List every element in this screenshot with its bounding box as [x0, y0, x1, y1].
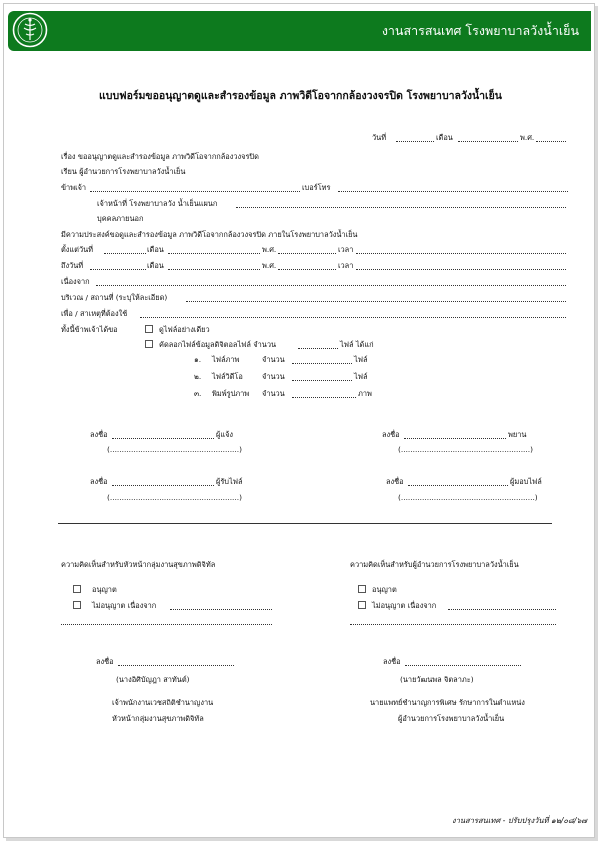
to-month-label: เดือน [147, 261, 164, 270]
view-only-option: ดูไฟล์อย่างเดียว [159, 325, 210, 334]
file-item-qty-field[interactable] [292, 397, 356, 398]
requester-sign-field[interactable] [112, 438, 214, 439]
requester-name-paren: (.......................................................) [107, 445, 242, 454]
left-deny-reason-field[interactable] [170, 609, 272, 610]
left-approve-option: อนุญาต [92, 585, 117, 594]
left-deny-option: ไม่อนุญาต เนื่องจาก [92, 601, 157, 610]
staff-option[interactable]: เจ้าหน้าที่ โรงพยาบาลวัง น้ำเย็นแผนก [97, 199, 218, 208]
file-item-label: พิมพ์รูปภาพ [212, 389, 250, 398]
right-approve-checkbox[interactable] [358, 585, 366, 593]
witness-role: พยาน [508, 430, 527, 439]
right-signer-title-2: ผู้อำนวยการโรงพยาบาลวังน้ำเย็น [398, 714, 505, 723]
purpose-text: มีความประสงค์ขอดูและสำรองข้อมูล ภาพวิดีโอจากกล้องวงจรปิด ภายในโรงพยาบาลวังน้ำเย็น [61, 230, 358, 239]
receiver-sign-label: ลงชื่อ [90, 477, 108, 486]
form-title: แบบฟอร์มขออนุญาตดูและสำรองข้อมูล ภาพวิดีโอจากกล้องวงจรปิด โรงพยาบาลวังน้ำเย็น [99, 90, 502, 102]
view-only-checkbox[interactable] [145, 325, 153, 333]
date-year-label: พ.ศ. [520, 133, 535, 142]
from-month-label: เดือน [147, 245, 164, 254]
from-month-field[interactable] [168, 253, 260, 254]
right-deny-reason-line2[interactable] [350, 624, 556, 625]
deliverer-sign-field[interactable] [408, 485, 508, 486]
left-approve-checkbox[interactable] [73, 585, 81, 593]
to-date-label: ถึงวันที่ [61, 261, 84, 270]
to-time-label: เวลา [338, 261, 354, 270]
copy-count-field[interactable] [298, 348, 338, 349]
footer-revision: งานสารสนเทศ - ปรับปรุงวันที่ ๑๒/๐๘/๖๗ [451, 816, 587, 825]
department-field[interactable] [236, 207, 566, 208]
section-divider [58, 523, 552, 524]
ministry-logo-icon [12, 12, 48, 48]
date-day-field[interactable] [396, 141, 434, 142]
receiver-name-paren: (.......................................................) [107, 493, 242, 502]
right-deny-option: ไม่อนุญาต เนื่องจาก [372, 601, 437, 610]
file-item-label: ไฟล์ภาพ [212, 355, 240, 364]
right-sign-label: ลงชื่อ [383, 657, 401, 666]
phone-field[interactable] [338, 191, 568, 192]
receiver-sign-field[interactable] [112, 485, 214, 486]
to-year-label: พ.ศ. [262, 261, 277, 270]
page-shadow-right [595, 6, 598, 840]
to-time-field[interactable] [356, 269, 566, 270]
document-page [3, 3, 595, 838]
reason-label: เนื่องจาก [61, 277, 90, 286]
receiver-role: ผู้รับไฟล์ [216, 477, 243, 486]
from-time-label: เวลา [338, 245, 354, 254]
to-year-field[interactable] [278, 269, 336, 270]
right-deny-reason-field[interactable] [448, 609, 556, 610]
left-signer-name: (นางอิศิบัญฎา สาทันต์) [116, 675, 190, 684]
file-item-unit: ไฟล์ [354, 372, 368, 381]
right-signer-name: (นายวัฒนพล จิตลาภะ) [400, 675, 474, 684]
file-item-num: ๓. [194, 389, 202, 398]
file-item-unit: ภาพ [358, 389, 372, 398]
requester-name-field[interactable] [90, 191, 300, 192]
request-label: ทั้งนี้ข้าพเจ้าได้ขอ [61, 325, 118, 334]
right-signer-title-1: นายแพทย์ชำนาญการพิเศษ รักษาการในตำแหน่ง [370, 698, 525, 707]
witness-sign-label: ลงชื่อ [382, 430, 400, 439]
to-day-field[interactable] [90, 269, 146, 270]
files-unit-label: ไฟล์ ได้แก่ [340, 340, 374, 349]
date-month-label: เดือน [436, 133, 453, 142]
deliverer-name-paren: (.........................................................) [398, 493, 538, 502]
to-month-field[interactable] [168, 269, 260, 270]
left-deny-checkbox[interactable] [73, 601, 81, 609]
deliverer-role: ผู้มอบไฟล์ [510, 477, 542, 486]
incident-field[interactable] [140, 317, 566, 318]
from-year-field[interactable] [278, 253, 336, 254]
right-sign-field[interactable] [405, 665, 521, 666]
subject-line: เรื่อง ขออนุญาตดูและสำรองข้อมูล ภาพวิดีโอจากกล้องวงจรปิด [61, 152, 259, 161]
location-field[interactable] [186, 301, 566, 302]
from-time-field[interactable] [356, 253, 566, 254]
file-item-qty-label: จำนวน [262, 355, 285, 364]
date-year-field[interactable] [536, 141, 566, 142]
date-day-label: วันที่ [372, 133, 387, 142]
page-shadow-bottom [6, 838, 598, 841]
date-month-field[interactable] [458, 141, 518, 142]
requester-role: ผู้แจ้ง [216, 430, 234, 439]
left-signer-title-2: หัวหน้ากลุ่มงานสุขภาพดิจิทัล [112, 714, 204, 723]
from-date-label: ตั้งแต่วันที่ [61, 245, 94, 254]
incident-label: เพื่อ / สาเหตุที่ต้องใช้ [61, 309, 128, 318]
file-item-qty-field[interactable] [292, 363, 352, 364]
witness-name-paren: (.......................................................) [398, 445, 533, 454]
right-deny-checkbox[interactable] [358, 601, 366, 609]
left-sign-field[interactable] [118, 665, 234, 666]
file-item-qty-label: จำนวน [262, 389, 285, 398]
right-approve-option: อนุญาต [372, 585, 397, 594]
from-day-field[interactable] [104, 253, 146, 254]
right-approval-heading: ความคิดเห็นสำหรับผู้อำนวยการโรงพยาบาลวังน้ำเย็น [350, 560, 519, 569]
from-year-label: พ.ศ. [262, 245, 277, 254]
file-item-num: ๑. [194, 355, 202, 364]
header-banner [8, 11, 591, 51]
file-item-unit: ไฟล์ [354, 355, 368, 364]
witness-sign-field[interactable] [404, 438, 506, 439]
file-item-qty-label: จำนวน [262, 372, 285, 381]
copy-option: คัดลอกไฟล์ข้อมูลดิจิตอลไฟล์ จำนวน [159, 340, 277, 349]
left-approval-heading: ความคิดเห็นสำหรับหัวหน้ากลุ่มงานสุขภาพดิจิทัล [61, 560, 216, 569]
left-signer-title-1: เจ้าพนักงานเวชสถิติชำนาญงาน [112, 698, 214, 707]
left-sign-label: ลงชื่อ [96, 657, 114, 666]
left-deny-reason-line2[interactable] [61, 624, 272, 625]
location-label: บริเวณ / สถานที่ (ระบุให้ละเอียด) [61, 293, 168, 302]
reason-field[interactable] [96, 285, 566, 286]
deliverer-sign-label: ลงชื่อ [386, 477, 404, 486]
file-item-qty-field[interactable] [292, 380, 352, 381]
phone-label: เบอร์โทร [302, 183, 331, 192]
requester-sign-label: ลงชื่อ [90, 430, 108, 439]
requester-label: ข้าพเจ้า [61, 183, 87, 192]
outsider-option[interactable]: บุคคลภายนอก [97, 214, 144, 223]
header-org-name: งานสารสนเทศ โรงพยาบาลวังน้ำเย็น [381, 23, 579, 38]
file-item-num: ๒. [194, 372, 202, 381]
file-item-label: ไฟล์วิดีโอ [212, 372, 243, 381]
to-line: เรียน ผู้อำนวยการโรงพยาบาลวังน้ำเย็น [61, 167, 186, 176]
copy-files-checkbox[interactable] [145, 340, 153, 348]
